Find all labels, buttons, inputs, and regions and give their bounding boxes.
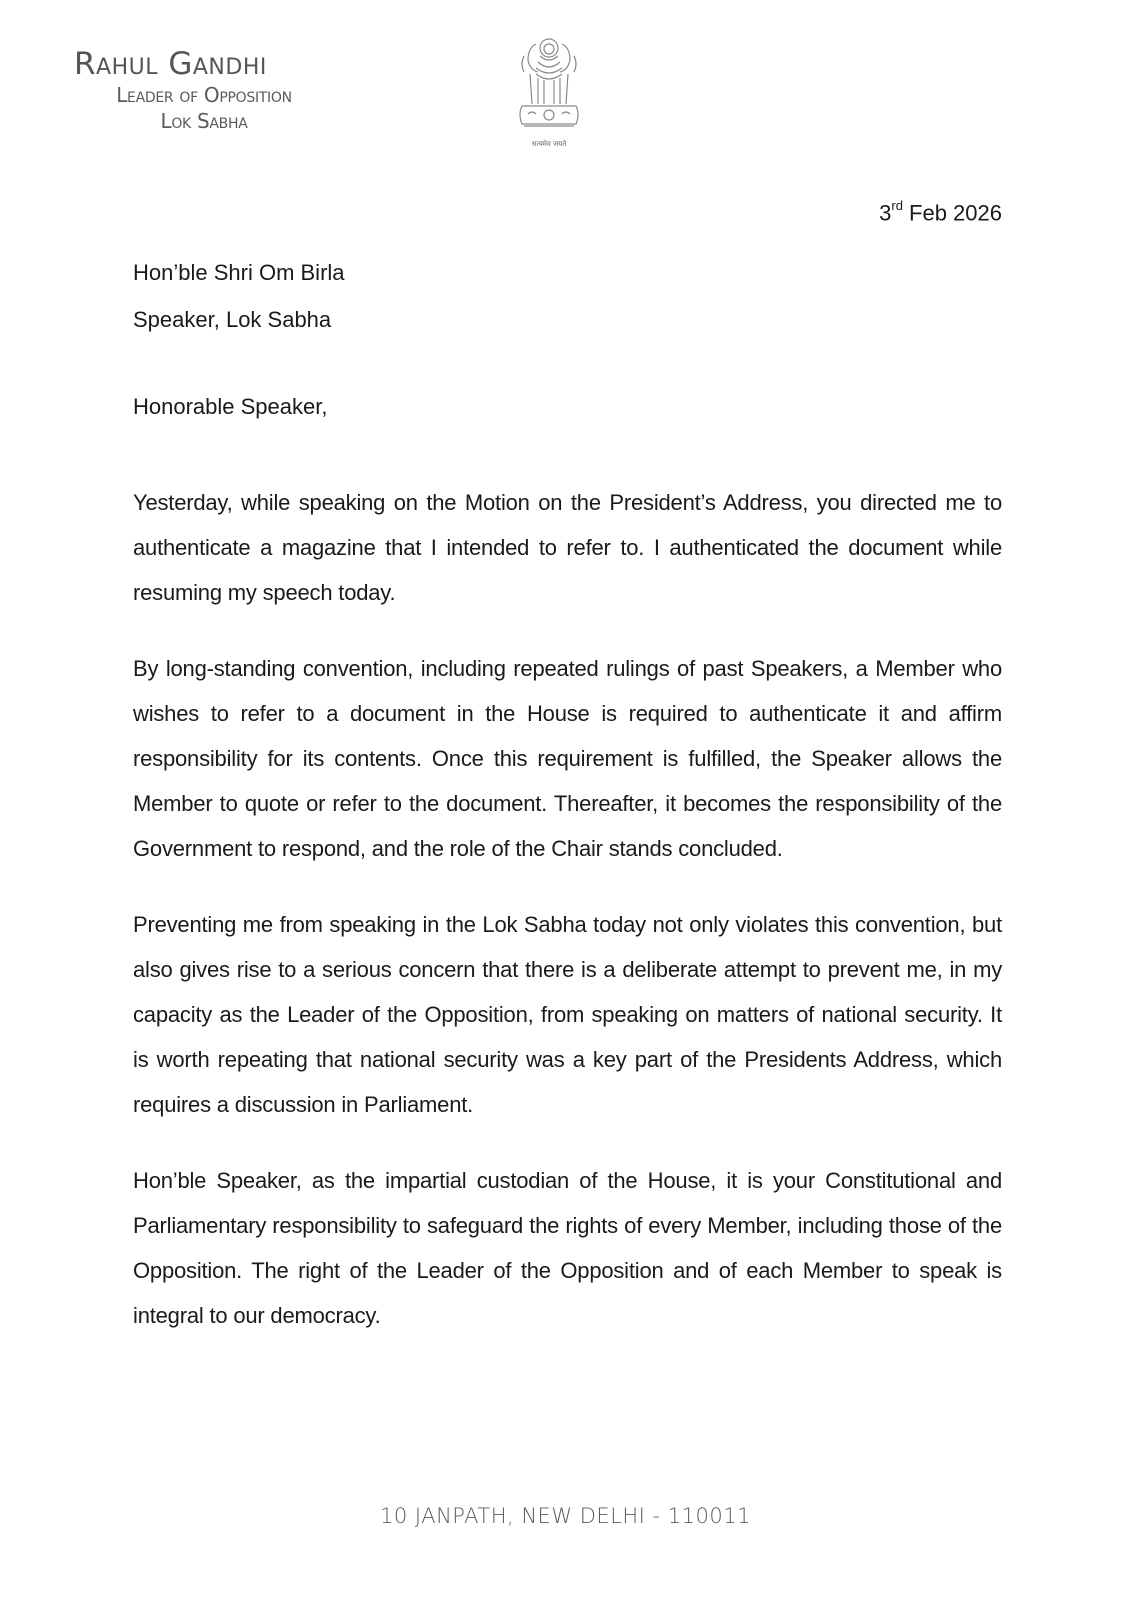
sender-name: Rahul Gandhi (74, 46, 267, 82)
date-suffix: rd (891, 198, 903, 213)
paragraph-3: Preventing me from speaking in the Lok Sabha today not only violates this convention, but also gives rise to a serious concern that there is a deliberate attempt to prevent me, in my capacity as the Leader of the Opposition, from speaking on matters of national security. It is worth repeating that national security was a key part of the Presidents Address, which requires a discussion in Parliament. (133, 912, 1002, 1117)
emblem-graphic (514, 34, 584, 138)
sender-house: Lok Sabha (160, 109, 248, 133)
date-day: 3 (879, 200, 892, 226)
addressee-block (133, 249, 345, 343)
paragraph-4: Hon’ble Speaker, as the impartial custodian of the House, it is your Constitutional and Parliamentary responsibility to safeguard the rights of every Member, including those of the Opposition. The right of the Leader of the Opposition and of each Member to speak is integral to our democracy. (133, 1168, 1002, 1328)
paragraph-2: By long-standing convention, including repeated rulings of past Speakers, a Member who wishes to refer to a document in the House is required to authenticate it and affirm responsibility for its contents. Once this requirement is fulfilled, the Speaker allows the Member to quote or refer to the document. Thereafter, it becomes the responsibility of the Government to respond, and the role of the Chair stands concluded. (133, 656, 1002, 861)
sender-title: Leader of Opposition (116, 83, 292, 107)
footer-address: 10 JANPATH, NEW DELHI - 110011 (380, 1504, 751, 1528)
salutation: Honorable Speaker, (133, 394, 328, 419)
emblem-motto: सत्यमेव जयते (531, 140, 567, 148)
letterhead (74, 46, 334, 134)
letter-date (879, 200, 1002, 226)
letter-body (133, 481, 1002, 1371)
addressee-name: Hon’ble Shri Om Birla (133, 260, 345, 285)
paragraph-1: Yesterday, while speaking on the Motion on the President’s Address, you directed me to authenticate a magazine that I intended to refer to. I authenticated the document while resuming my speech today. (133, 490, 1002, 605)
national-emblem-icon (514, 34, 584, 152)
date-month-year: Feb 2026 (902, 200, 1002, 226)
addressee-designation: Speaker, Lok Sabha (133, 307, 332, 332)
